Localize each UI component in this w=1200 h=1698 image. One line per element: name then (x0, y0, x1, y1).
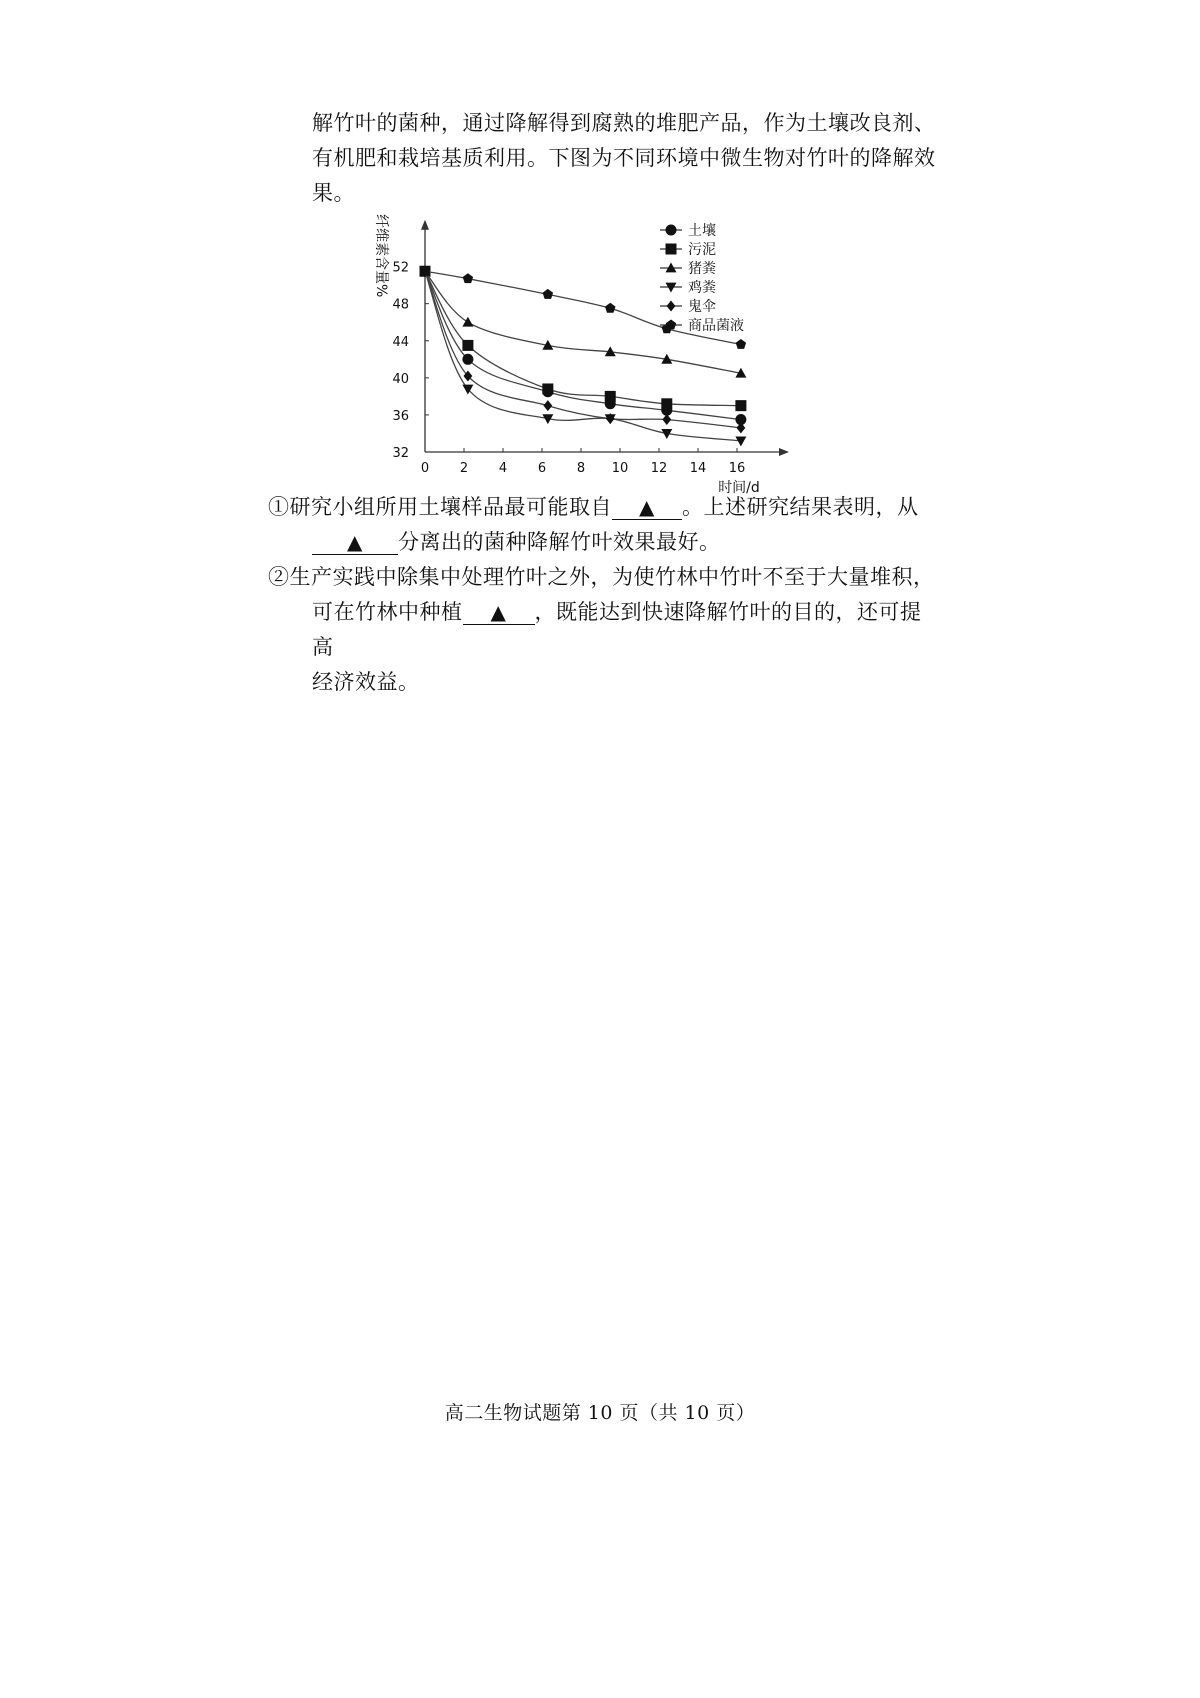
answer-blank-3[interactable]: ▲ (463, 600, 535, 625)
legend-label: 商品菌液 (688, 318, 744, 334)
series-line-3 (425, 271, 741, 441)
intro-paragraph (312, 106, 937, 211)
legend-marker (667, 301, 676, 312)
legend-label: 猪粪 (688, 261, 716, 277)
x-axis-label: 时间/d (718, 480, 760, 496)
legend-marker (666, 244, 677, 255)
question-2-number: ② (268, 565, 290, 589)
x-tick-label: 12 (650, 461, 668, 476)
data-point (605, 303, 616, 313)
question-2-line-3: 经济效益。 (312, 670, 420, 694)
question-2-text-b: 可在竹林中种植 (312, 600, 463, 624)
x-tick-label: 6 (537, 461, 547, 476)
question-2-text-a: 生产实践中除集中处理竹叶之外，为使竹林中竹叶不至于大量堆积， (289, 565, 935, 589)
y-tick-label: 36 (392, 408, 409, 424)
data-point (605, 391, 616, 402)
x-tick-label: 2 (459, 461, 469, 476)
question-2-line-2 (268, 595, 938, 665)
y-tick-label: 52 (392, 260, 409, 276)
y-tick-label: 40 (392, 371, 409, 387)
question-1-text-c: 分离出的菌种降解竹叶效果最好。 (398, 530, 721, 554)
data-point (543, 400, 552, 411)
legend-marker (666, 225, 677, 236)
question-2-text-c: ，既能达到快速降解竹叶的目的，还可提高 (312, 600, 922, 659)
answer-blank-1[interactable]: ▲ (612, 495, 682, 520)
data-point (736, 339, 746, 349)
x-tick-label: 14 (689, 461, 707, 476)
y-tick-label: 44 (392, 334, 409, 350)
x-tick-label: 0 (420, 461, 430, 476)
data-point (735, 400, 746, 411)
data-point (543, 289, 554, 299)
data-point (462, 340, 473, 351)
y-axis-label: 纤维素含量% (373, 214, 389, 298)
data-point (463, 273, 473, 283)
question-1-text-b: 。上述研究结果表明，从 (682, 495, 919, 519)
legend-label: 土壤 (688, 223, 716, 239)
y-axis-arrow (421, 220, 429, 230)
y-tick-label: 32 (392, 446, 409, 461)
x-tick-label: 10 (611, 461, 629, 476)
legend-label: 污泥 (688, 242, 716, 258)
page-footer: 高二生物试题第 10 页（共 10 页） (444, 1402, 756, 1424)
data-point (735, 436, 746, 446)
x-tick-label: 4 (498, 461, 508, 476)
cellulose-degradation-chart (370, 212, 830, 502)
data-point (542, 383, 553, 394)
x-tick-label: 16 (728, 461, 746, 476)
question-1 (268, 490, 938, 560)
legend-label: 鬼伞 (688, 299, 716, 315)
data-point (662, 414, 671, 425)
data-point (462, 354, 473, 365)
question-1-text-a: 研究小组所用土壤样品最可能取自 (289, 495, 612, 519)
x-tick-label: 8 (576, 461, 586, 476)
data-point (462, 317, 473, 327)
question-1-line-2 (268, 525, 938, 560)
legend-label: 鸡粪 (688, 280, 716, 296)
intro-line-1: 解竹叶的菌种，通过降解得到腐熟的堆肥产品，作为土壤改良剂、 (312, 111, 936, 135)
legend-marker (666, 320, 676, 330)
data-point (661, 398, 672, 409)
question-2 (268, 560, 938, 700)
intro-line-2: 有机肥和栽培基质利用。下图为不同环境中微生物对竹叶的降解效 (312, 146, 936, 170)
x-axis-arrow (779, 448, 789, 456)
answer-blank-2[interactable]: ▲ (312, 530, 398, 555)
y-tick-label: 48 (392, 297, 409, 313)
question-1-number: ① (268, 495, 290, 519)
intro-line-3: 果。 (312, 181, 355, 205)
